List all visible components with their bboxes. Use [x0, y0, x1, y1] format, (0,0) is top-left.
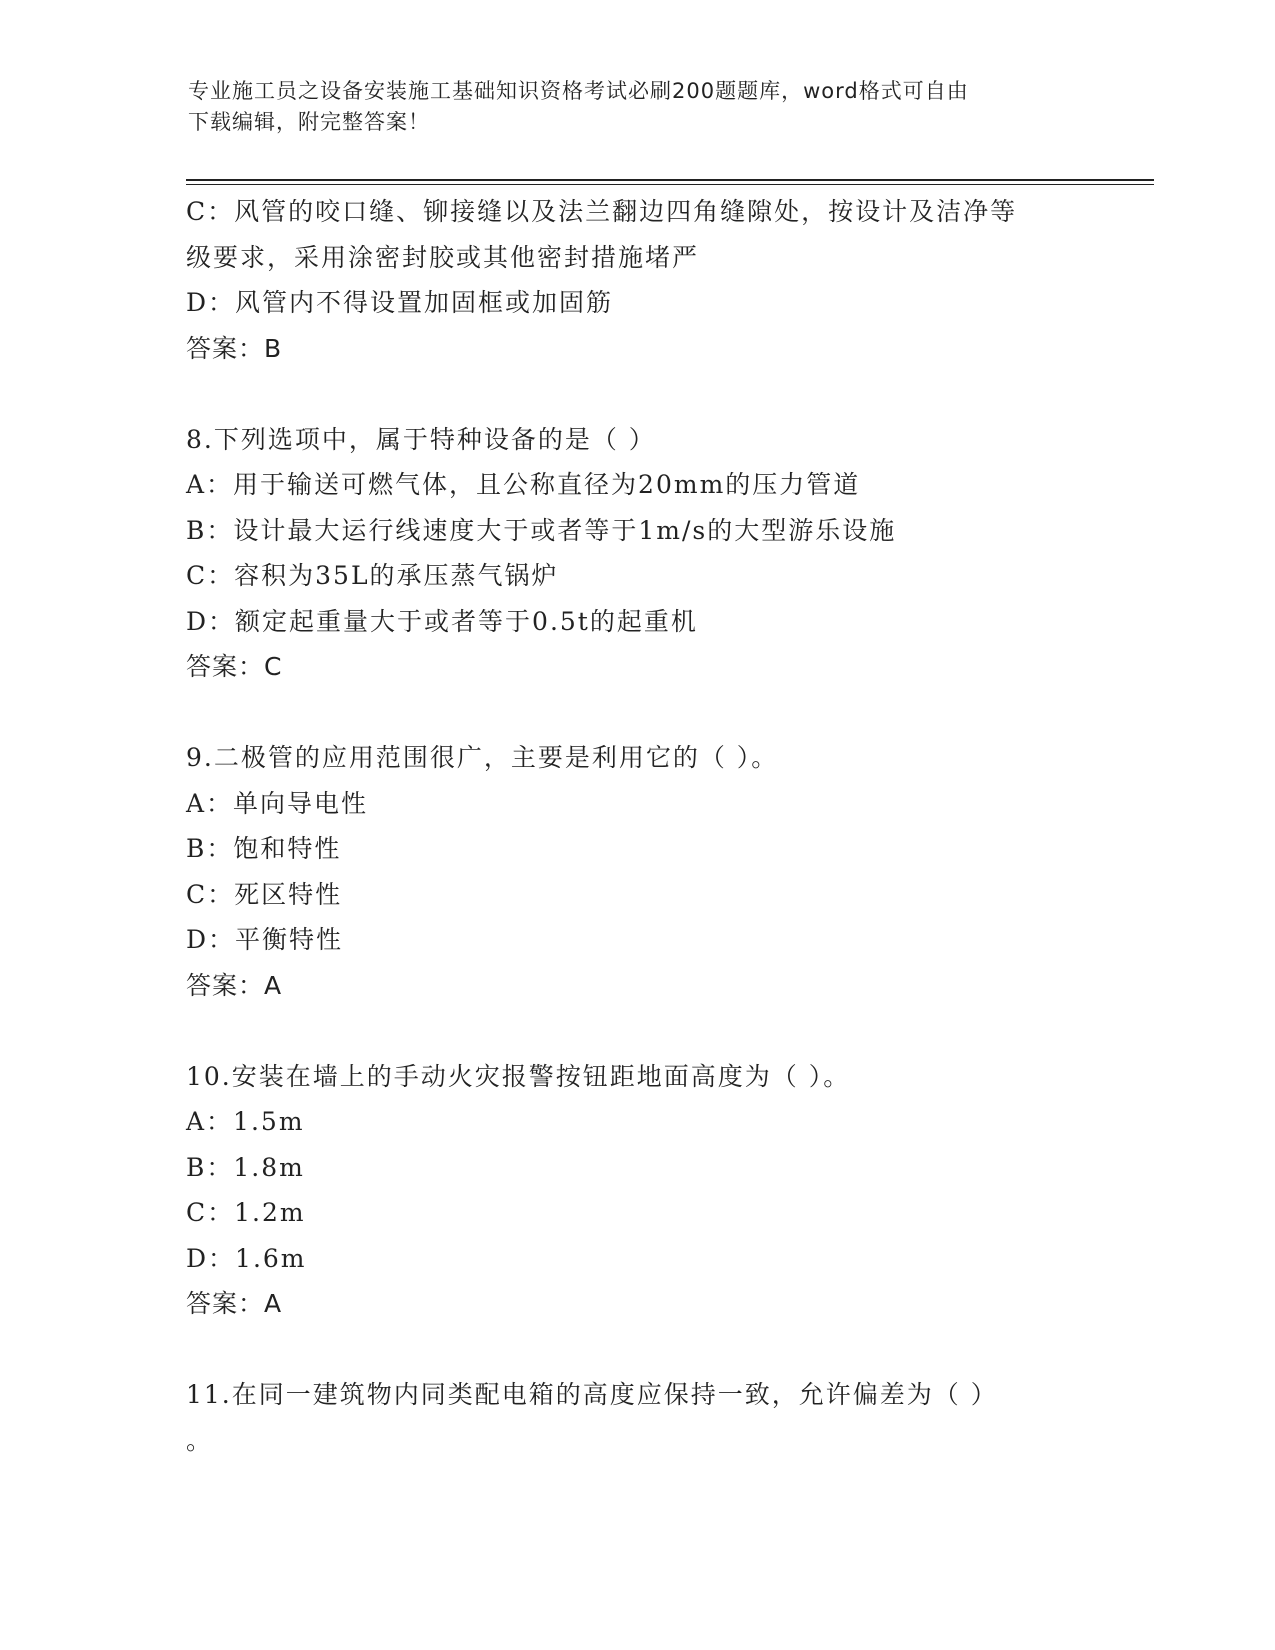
- question-11: [186, 1372, 1086, 1463]
- spacer: [186, 1008, 1086, 1054]
- spacer: [186, 1327, 1086, 1373]
- spacer: [186, 690, 1086, 736]
- option-b: B：设计最大运行线速度大于或者等于1m/s的大型游乐设施: [186, 515, 897, 545]
- header-line-1: 专业施工员之设备安装施工基础知识资格考试必刷200题题库，word格式可自由: [188, 79, 969, 103]
- question-9: [186, 735, 1086, 1008]
- option-d: D：额定起重量大于或者等于0.5t的起重机: [186, 606, 698, 636]
- option-b: B：1.8m: [186, 1152, 305, 1182]
- option-c: C：死区特性: [186, 879, 343, 909]
- option-c: C：容积为35L的承压蒸气锅炉: [186, 561, 559, 590]
- option-d: D：风管内不得设置加固框或加固筋: [186, 288, 614, 317]
- option-a: A：用于输送可燃气体，且公称直径为20mm的压力管道: [186, 470, 861, 499]
- answer-line: 答案：C: [186, 652, 283, 681]
- question-stem-continued: 。: [186, 1425, 214, 1455]
- question-8: [186, 417, 1086, 690]
- option-d: D：平衡特性: [186, 925, 344, 954]
- question-stem: 10.安装在墙上的手动火灾报警按钮距地面高度为（ ）。: [186, 1061, 851, 1091]
- question-stem: 8.下列选项中，属于特种设备的是（ ）: [186, 424, 656, 454]
- option-a: A：单向导电性: [186, 788, 369, 818]
- header-divider-thick: [186, 179, 1154, 181]
- spacer: [186, 371, 1086, 417]
- option-b: B：饱和特性: [186, 834, 342, 863]
- question-7-continued: [186, 189, 1086, 371]
- header-divider-thin: [186, 184, 1154, 185]
- document-body: [186, 189, 1086, 1463]
- option-a: A：1.5m: [186, 1107, 305, 1136]
- header-line-2: 下载编辑，附完整答案！: [188, 110, 430, 134]
- question-10: [186, 1054, 1086, 1327]
- document-header: [188, 76, 1068, 138]
- answer-line: 答案：B: [186, 333, 283, 363]
- option-c: C：1.2m: [186, 1198, 306, 1227]
- question-stem: 9.二极管的应用范围很广，主要是利用它的（ ）。: [186, 743, 779, 772]
- option-d: D：1.6m: [186, 1243, 307, 1273]
- answer-line: 答案：A: [186, 1289, 283, 1318]
- option-c: C：风管的咬口缝、铆接缝以及法兰翻边四角缝隙处，按设计及洁净等: [186, 197, 1018, 226]
- option-c-continued: 级要求，采用涂密封胶或其他密封措施堵严: [186, 242, 700, 272]
- answer-line: 答案：A: [186, 970, 283, 1000]
- question-stem: 11.在同一建筑物内同类配电箱的高度应保持一致，允许偏差为（ ）: [186, 1380, 998, 1409]
